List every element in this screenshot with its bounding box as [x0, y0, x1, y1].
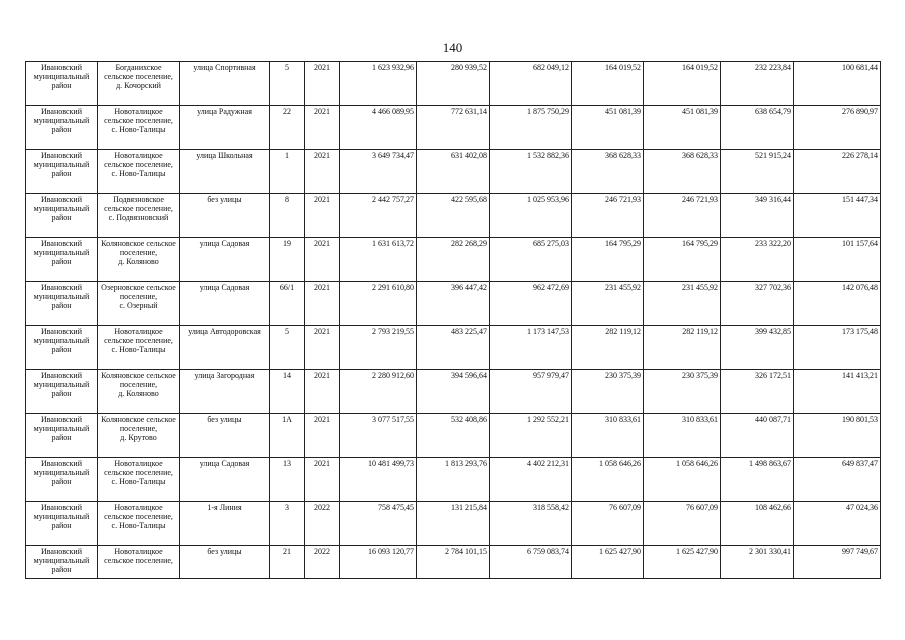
house-number-cell: 8	[270, 194, 305, 238]
cost-share-2-cell: 1 173 147,53	[490, 326, 572, 370]
locality-line: с. Ново-Талицы	[111, 477, 166, 486]
locality-line: с. Ново-Талицы	[111, 125, 166, 134]
district-cell: Ивановский муниципальный район	[26, 546, 98, 579]
data-table	[25, 61, 881, 579]
cost-share-4-cell: 282 119,12	[644, 326, 721, 370]
house-number-cell: 14	[270, 370, 305, 414]
locality-line: с. Ново-Талицы	[111, 345, 166, 354]
cost-share-5-cell: 521 915,24	[721, 150, 794, 194]
district-cell: Ивановский муниципальный район	[26, 326, 98, 370]
cost-share-3-cell: 231 455,92	[572, 282, 644, 326]
locality-line: д. Коляново	[118, 389, 159, 398]
street-cell: без улицы	[180, 546, 270, 579]
cost-share-2-cell: 957 979,47	[490, 370, 572, 414]
cost-share-5-cell: 326 172,51	[721, 370, 794, 414]
cost-share-5-cell: 232 223,84	[721, 62, 794, 106]
total-cost-cell: 1 631 613,72	[340, 238, 417, 282]
cost-share-6-cell: 142 076,48	[794, 282, 881, 326]
cost-share-6-cell: 190 801,53	[794, 414, 881, 458]
cost-share-1-cell: 394 596,64	[417, 370, 490, 414]
total-cost-cell: 2 291 610,80	[340, 282, 417, 326]
street-cell: улица Автодоровская	[180, 326, 270, 370]
year-cell: 2021	[305, 326, 340, 370]
settlement-cell: Новоталицкое сельское поселение, с. Ново-Талицы	[98, 106, 180, 150]
settlement-cell: Подвязновское сельское поселение, с. Подвязновский	[98, 194, 180, 238]
cost-share-6-cell: 47 024,36	[794, 502, 881, 546]
cost-share-1-cell: 772 631,14	[417, 106, 490, 150]
year-cell: 2021	[305, 458, 340, 502]
cost-share-2-cell: 1 292 552,21	[490, 414, 572, 458]
cost-share-6-cell: 141 413,21	[794, 370, 881, 414]
table-row	[26, 546, 881, 579]
district-cell: Ивановский муниципальный район	[26, 414, 98, 458]
table-row	[26, 414, 881, 458]
page-number: 140	[442, 40, 463, 55]
street-cell: улица Садовая	[180, 282, 270, 326]
table-row	[26, 282, 881, 326]
cost-share-1-cell: 282 268,29	[417, 238, 490, 282]
total-cost-cell: 4 466 089,95	[340, 106, 417, 150]
street-cell: улица Загородная	[180, 370, 270, 414]
house-number-cell: 19	[270, 238, 305, 282]
settlement-cell: Богданихское сельское поселение, д. Кочорский	[98, 62, 180, 106]
district-cell: Ивановский муниципальный район	[26, 502, 98, 546]
house-number-cell: 21	[270, 546, 305, 579]
cost-share-6-cell: 151 447,34	[794, 194, 881, 238]
cost-share-4-cell: 164 795,29	[644, 238, 721, 282]
street-cell: улица Садовая	[180, 238, 270, 282]
locality-line: с. Ново-Талицы	[111, 169, 166, 178]
year-cell: 2021	[305, 150, 340, 194]
cost-share-1-cell: 483 225,47	[417, 326, 490, 370]
settlement-cell: Коляновское сельское поселение, д. Коляново	[98, 370, 180, 414]
district-cell: Ивановский муниципальный район	[26, 150, 98, 194]
district-cell: Ивановский муниципальный район	[26, 62, 98, 106]
total-cost-cell: 1 623 932,96	[340, 62, 417, 106]
cost-share-3-cell: 1 625 427,90	[572, 546, 644, 579]
cost-share-6-cell: 276 890,97	[794, 106, 881, 150]
cost-share-3-cell: 1 058 646,26	[572, 458, 644, 502]
street-cell: улица Радужная	[180, 106, 270, 150]
street-cell: улица Спортивная	[180, 62, 270, 106]
cost-share-3-cell: 164 795,29	[572, 238, 644, 282]
year-cell: 2022	[305, 546, 340, 579]
cost-share-5-cell: 1 498 863,67	[721, 458, 794, 502]
district-cell: Ивановский муниципальный район	[26, 106, 98, 150]
total-cost-cell: 2 793 219,55	[340, 326, 417, 370]
house-number-cell: 1А	[270, 414, 305, 458]
cost-share-5-cell: 108 462,66	[721, 502, 794, 546]
cost-share-5-cell: 2 301 330,41	[721, 546, 794, 579]
cost-share-1-cell: 280 939,52	[417, 62, 490, 106]
cost-share-4-cell: 1 058 646,26	[644, 458, 721, 502]
street-cell: улица Садовая	[180, 458, 270, 502]
cost-share-2-cell: 682 049,12	[490, 62, 572, 106]
cost-share-3-cell: 76 607,09	[572, 502, 644, 546]
cost-share-4-cell: 230 375,39	[644, 370, 721, 414]
cost-share-2-cell: 1 025 953,96	[490, 194, 572, 238]
street-cell: 1-я Линия	[180, 502, 270, 546]
cost-share-4-cell: 451 081,39	[644, 106, 721, 150]
table-row	[26, 370, 881, 414]
cost-share-5-cell: 638 654,79	[721, 106, 794, 150]
cost-share-4-cell: 164 019,52	[644, 62, 721, 106]
table-row	[26, 238, 881, 282]
house-number-cell: 3	[270, 502, 305, 546]
cost-share-3-cell: 368 628,33	[572, 150, 644, 194]
cost-share-4-cell: 310 833,61	[644, 414, 721, 458]
cost-share-2-cell: 1 875 750,29	[490, 106, 572, 150]
cost-share-3-cell: 164 019,52	[572, 62, 644, 106]
settlement-cell: Новоталицкое сельское поселение,	[98, 546, 180, 579]
year-cell: 2022	[305, 502, 340, 546]
total-cost-cell: 3 077 517,55	[340, 414, 417, 458]
cost-share-1-cell: 422 595,68	[417, 194, 490, 238]
table-row	[26, 194, 881, 238]
district-cell: Ивановский муниципальный район	[26, 194, 98, 238]
cost-share-4-cell: 246 721,93	[644, 194, 721, 238]
cost-share-3-cell: 282 119,12	[572, 326, 644, 370]
settlement-cell: Коляновское сельское поселение, д. Коляново	[98, 238, 180, 282]
cost-share-3-cell: 230 375,39	[572, 370, 644, 414]
district-cell: Ивановский муниципальный район	[26, 370, 98, 414]
cost-share-1-cell: 631 402,08	[417, 150, 490, 194]
table-row	[26, 502, 881, 546]
settlement-cell: Новоталицкое сельское поселение, с. Ново-Талицы	[98, 502, 180, 546]
cost-share-2-cell: 318 558,42	[490, 502, 572, 546]
cost-share-1-cell: 131 215,84	[417, 502, 490, 546]
total-cost-cell: 2 442 757,27	[340, 194, 417, 238]
table-row	[26, 326, 881, 370]
year-cell: 2021	[305, 106, 340, 150]
cost-share-6-cell: 226 278,14	[794, 150, 881, 194]
year-cell: 2021	[305, 370, 340, 414]
street-cell: улица Школьная	[180, 150, 270, 194]
total-cost-cell: 3 649 734,47	[340, 150, 417, 194]
year-cell: 2021	[305, 194, 340, 238]
house-number-cell: 5	[270, 62, 305, 106]
table-row	[26, 150, 881, 194]
house-number-cell: 5	[270, 326, 305, 370]
total-cost-cell: 10 481 499,73	[340, 458, 417, 502]
table-row	[26, 62, 881, 106]
locality-line: с. Ново-Талицы	[111, 521, 166, 530]
settlement-cell: Коляновское сельское поселение, д. Крутово	[98, 414, 180, 458]
cost-share-2-cell: 685 275,03	[490, 238, 572, 282]
cost-share-3-cell: 451 081,39	[572, 106, 644, 150]
cost-share-6-cell: 649 837,47	[794, 458, 881, 502]
locality-line: д. Кочорский	[116, 81, 161, 90]
year-cell: 2021	[305, 414, 340, 458]
settlement-cell: Новоталицкое сельское поселение, с. Ново-Талицы	[98, 326, 180, 370]
house-number-cell: 13	[270, 458, 305, 502]
table-body	[26, 62, 881, 579]
year-cell: 2021	[305, 62, 340, 106]
cost-share-4-cell: 231 455,92	[644, 282, 721, 326]
locality-line: д. Крутово	[120, 433, 157, 442]
table-row	[26, 106, 881, 150]
settlement-cell: Новоталицкое сельское поселение, с. Ново-Талицы	[98, 458, 180, 502]
year-cell: 2021	[305, 282, 340, 326]
cost-share-1-cell: 1 813 293,76	[417, 458, 490, 502]
cost-share-5-cell: 440 087,71	[721, 414, 794, 458]
cost-share-2-cell: 4 402 212,31	[490, 458, 572, 502]
street-cell: без улицы	[180, 414, 270, 458]
cost-share-6-cell: 101 157,64	[794, 238, 881, 282]
cost-share-5-cell: 327 702,36	[721, 282, 794, 326]
settlement-cell: Новоталицкое сельское поселение, с. Ново-Талицы	[98, 150, 180, 194]
cost-share-1-cell: 396 447,42	[417, 282, 490, 326]
locality-line: с. Озерный	[119, 301, 158, 310]
total-cost-cell: 758 475,45	[340, 502, 417, 546]
year-cell: 2021	[305, 238, 340, 282]
total-cost-cell: 2 280 912,60	[340, 370, 417, 414]
locality-line: д. Коляново	[118, 257, 159, 266]
cost-share-6-cell: 173 175,48	[794, 326, 881, 370]
locality-line: с. Подвязновский	[108, 213, 169, 222]
cost-share-4-cell: 368 628,33	[644, 150, 721, 194]
cost-share-4-cell: 76 607,09	[644, 502, 721, 546]
cost-share-5-cell: 233 322,20	[721, 238, 794, 282]
house-number-cell: 1	[270, 150, 305, 194]
cost-share-2-cell: 1 532 882,36	[490, 150, 572, 194]
district-cell: Ивановский муниципальный район	[26, 458, 98, 502]
cost-share-2-cell: 6 759 083,74	[490, 546, 572, 579]
table-row	[26, 458, 881, 502]
district-cell: Ивановский муниципальный район	[26, 238, 98, 282]
cost-share-6-cell: 100 681,44	[794, 62, 881, 106]
total-cost-cell: 16 093 120,77	[340, 546, 417, 579]
cost-share-5-cell: 349 316,44	[721, 194, 794, 238]
cost-share-4-cell: 1 625 427,90	[644, 546, 721, 579]
district-cell: Ивановский муниципальный район	[26, 282, 98, 326]
house-number-cell: 22	[270, 106, 305, 150]
street-cell: без улицы	[180, 194, 270, 238]
settlement-cell: Озерновское сельское поселение, с. Озерный	[98, 282, 180, 326]
cost-share-6-cell: 997 749,67	[794, 546, 881, 579]
cost-share-2-cell: 962 472,69	[490, 282, 572, 326]
house-number-cell: 66/1	[270, 282, 305, 326]
cost-share-5-cell: 399 432,85	[721, 326, 794, 370]
cost-share-3-cell: 246 721,93	[572, 194, 644, 238]
cost-share-3-cell: 310 833,61	[572, 414, 644, 458]
cost-share-1-cell: 532 408,86	[417, 414, 490, 458]
cost-share-1-cell: 2 784 101,15	[417, 546, 490, 579]
